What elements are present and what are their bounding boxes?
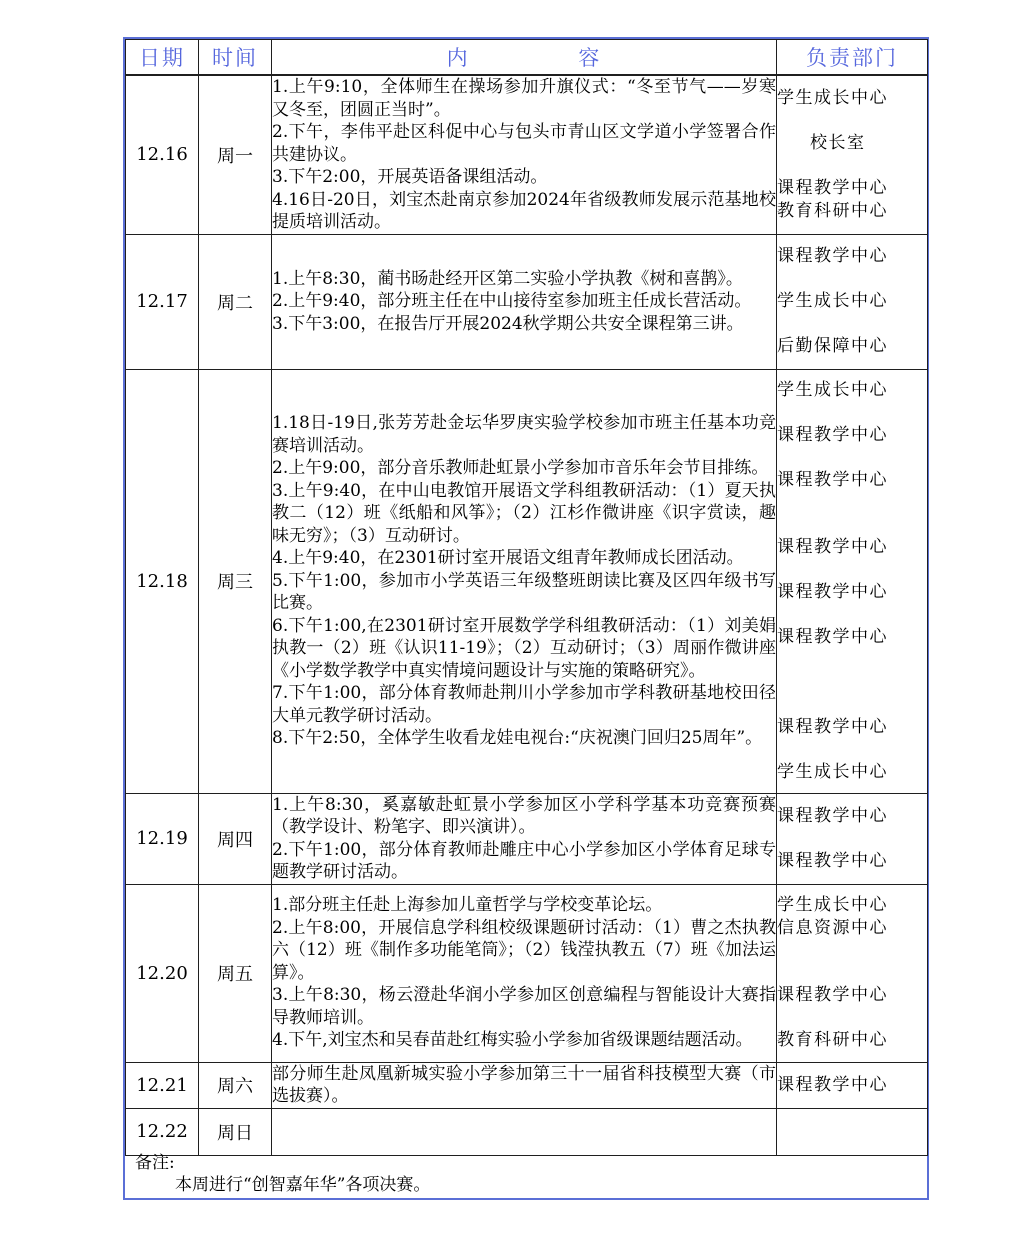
list-item: 1.18日-19日,张芳芳赴金坛华罗庚实验学校参加市班主任基本功竞赛培训活动。 — [272, 413, 776, 456]
list-item: 3.下午3:00，在报告厅开展2024秋学期公共安全课程第三讲。 — [272, 313, 744, 334]
list-item: 1.上午9:10，全体师生在操场参加升旗仪式：“冬至节气——岁寒又冬至，团圆正当时”。 — [272, 77, 776, 120]
dept-entry: 课程教学中心 — [777, 424, 888, 445]
row-day: 周二 — [199, 234, 272, 369]
dept-spacer — [777, 649, 927, 672]
row-day: 周五 — [199, 884, 272, 1062]
table-row — [126, 234, 928, 369]
header-content — [272, 40, 777, 76]
list-item: 8.下午2:50，全体学生收看龙娃电视台:“庆祝澳门回归25周年”。 — [272, 728, 763, 749]
list-item: 2.上午8:00，开展信息学科组校级课题研讨活动：（1）曹之杰执教六（12）班《制作多功能笔筒》；（2）钱滢执教五（7）班《加法运算》。 — [272, 917, 776, 983]
dept-entry: 学生成长中心 — [777, 379, 888, 400]
dept-entry: 校长室 — [810, 133, 866, 154]
dept-entry: 课程教学中心 — [777, 469, 888, 490]
list-item: 4.下午,刘宝杰和吴春苗赴红梅实验小学参加省级课题结题活动。 — [272, 1030, 753, 1051]
list-item: 1.部分班主任赴上海参加儿童哲学与学校变革论坛。 — [272, 895, 663, 916]
list-item: 6.下午1:00,在2301研讨室开展数学学科组教研活动：（1）刘美娟执教一（2）班《认识11-19》；（2）互动研讨；（3）周丽作微讲座《小学数学教学中真实情境问题设计与实施的策略研究》。 — [272, 615, 776, 681]
dept-spacer — [777, 962, 927, 985]
dept-spacer — [777, 155, 927, 178]
row-date: 12.21 — [126, 1062, 199, 1108]
row-day: 周四 — [199, 793, 272, 884]
dept-entry: 学生成长中心 — [777, 895, 888, 916]
row-content — [272, 369, 777, 793]
list-item: 4.上午9:40，在2301研讨室开展语文组青年教师成长团活动。 — [272, 548, 744, 569]
dept-entry: 信息资源中心 — [777, 917, 888, 938]
row-day: 周一 — [199, 75, 272, 234]
row-date: 12.22 — [126, 1108, 199, 1155]
dept-entry: 课程教学中心 — [777, 805, 888, 826]
row-dept — [777, 884, 928, 1062]
dept-spacer — [777, 491, 927, 514]
row-dept — [777, 793, 928, 884]
row-dept — [777, 1108, 928, 1155]
row-day: 周三 — [199, 369, 272, 793]
dept-entry: 教育科研中心 — [777, 1030, 888, 1051]
row-date: 12.19 — [126, 793, 199, 884]
list-item: 1.上午8:30，蔺书旸赴经开区第二实验小学执教《树和喜鹊》。 — [272, 268, 743, 289]
row-dept — [777, 369, 928, 793]
row-dept — [777, 75, 928, 234]
row-content — [272, 75, 777, 234]
table-row — [126, 884, 928, 1062]
row-date: 12.20 — [126, 884, 199, 1062]
notes-body: 本周进行“创智嘉年华”各项决赛。 — [175, 1175, 431, 1195]
dept-entry: 课程教学中心 — [777, 246, 888, 267]
row-content — [272, 234, 777, 369]
dept-spacer — [777, 268, 927, 291]
dept-entry: 课程教学中心 — [777, 627, 888, 647]
list-item: 7.下午1:00，部分体育教师赴荆川小学参加市学科教研基地校田径大单元教学研讨活动。 — [272, 683, 776, 726]
row-date: 12.18 — [126, 369, 199, 793]
notes-label: 备注: — [135, 1153, 175, 1173]
row-dept — [777, 1062, 928, 1108]
dept-entry: 课程教学中心 — [777, 850, 888, 871]
header-row — [126, 40, 928, 76]
dept-spacer — [777, 604, 927, 627]
header-date: 日期 — [126, 40, 199, 76]
list-item: 1.上午8:30，奚嘉敏赴虹景小学参加区小学科学基本功竞赛预赛（教学设计、粉笔字、即兴演讲）。 — [272, 794, 776, 837]
dept-spacer — [777, 401, 927, 424]
list-item: 3.上午9:40，在中山电教馆开展语文学科组教研活动：（1）夏天执教二（12）班《纸船和风筝》；（2）江杉作微讲座《识字赏读，趣味无穷》；（3）互动研讨。 — [272, 480, 776, 546]
dept-spacer — [777, 446, 927, 469]
list-item: 2.下午1:00，部分体育教师赴雕庄中心小学参加区小学体育足球专题教学研讨活动。 — [272, 839, 776, 882]
dept-entry: 课程教学中心 — [777, 178, 888, 199]
list-item: 4.16日-20日，刘宝杰赴南京参加2024年省级教师发展示范基地校提质培训活动。 — [272, 189, 776, 232]
dept-entry: 课程教学中心 — [777, 985, 888, 1006]
table-row — [126, 75, 928, 234]
dept-spacer — [777, 827, 927, 850]
row-content — [272, 884, 777, 1062]
dept-entry: 课程教学中心 — [777, 582, 888, 602]
dept-spacer — [777, 110, 927, 133]
row-content — [272, 793, 777, 884]
row-day: 周六 — [199, 1062, 272, 1108]
dept-spacer — [777, 313, 927, 336]
table-row — [126, 793, 928, 884]
dept-spacer — [777, 559, 927, 582]
dept-spacer — [777, 514, 927, 537]
dept-entry: 学生成长中心 — [777, 88, 888, 109]
dept-entry: 学生成长中心 — [777, 291, 888, 312]
row-date: 12.16 — [126, 75, 199, 234]
dept-entry: 学生成长中心 — [777, 762, 888, 782]
table-row — [126, 1062, 928, 1108]
dept-spacer — [777, 739, 927, 762]
dept-spacer — [777, 1007, 927, 1030]
table-row — [126, 369, 928, 793]
weekly-schedule — [123, 37, 929, 1200]
row-content — [272, 1108, 777, 1155]
list-item: 2.上午9:00，部分音乐教师赴虹景小学参加市音乐年会节目排练。 — [272, 458, 769, 479]
dept-spacer — [777, 671, 927, 694]
dept-entry: 教育科研中心 — [777, 200, 888, 221]
list-item: 部分师生赴凤凰新城实验小学参加第三十一届省科技模型大赛（市选拔赛）。 — [272, 1063, 776, 1106]
row-content — [272, 1062, 777, 1108]
schedule-table — [125, 39, 928, 1156]
notes-section — [125, 1152, 927, 1198]
list-item: 3.下午2:00，开展英语备课组活动。 — [272, 167, 548, 187]
row-date: 12.17 — [126, 234, 199, 369]
schedule-body — [126, 75, 928, 1155]
table-row — [126, 1108, 928, 1155]
list-item: 2.上午9:40，部分班主任在中山接待室参加班主任成长营活动。 — [272, 291, 752, 312]
list-item: 5.下午1:00，参加市小学英语三年级整班朗读比赛及区四年级书写比赛。 — [272, 570, 776, 614]
list-item: 3.上午8:30，杨云澄赴华润小学参加区创意编程与智能设计大赛指导教师培训。 — [272, 985, 776, 1028]
dept-entry: 后勤保障中心 — [777, 336, 888, 357]
header-time: 时间 — [199, 40, 272, 76]
dept-spacer — [777, 694, 927, 717]
dept-entry: 课程教学中心 — [777, 1074, 888, 1095]
row-dept — [777, 234, 928, 369]
dept-entry: 课程教学中心 — [777, 717, 888, 737]
header-content-label: 内 容 — [446, 46, 602, 70]
dept-entry: 课程教学中心 — [777, 537, 888, 557]
row-day: 周日 — [199, 1108, 272, 1155]
header-dept: 负责部门 — [777, 40, 928, 76]
dept-spacer — [777, 939, 927, 962]
list-item: 2.下午，李伟平赴区科促中心与包头市青山区文学道小学签署合作共建协议。 — [272, 122, 776, 165]
